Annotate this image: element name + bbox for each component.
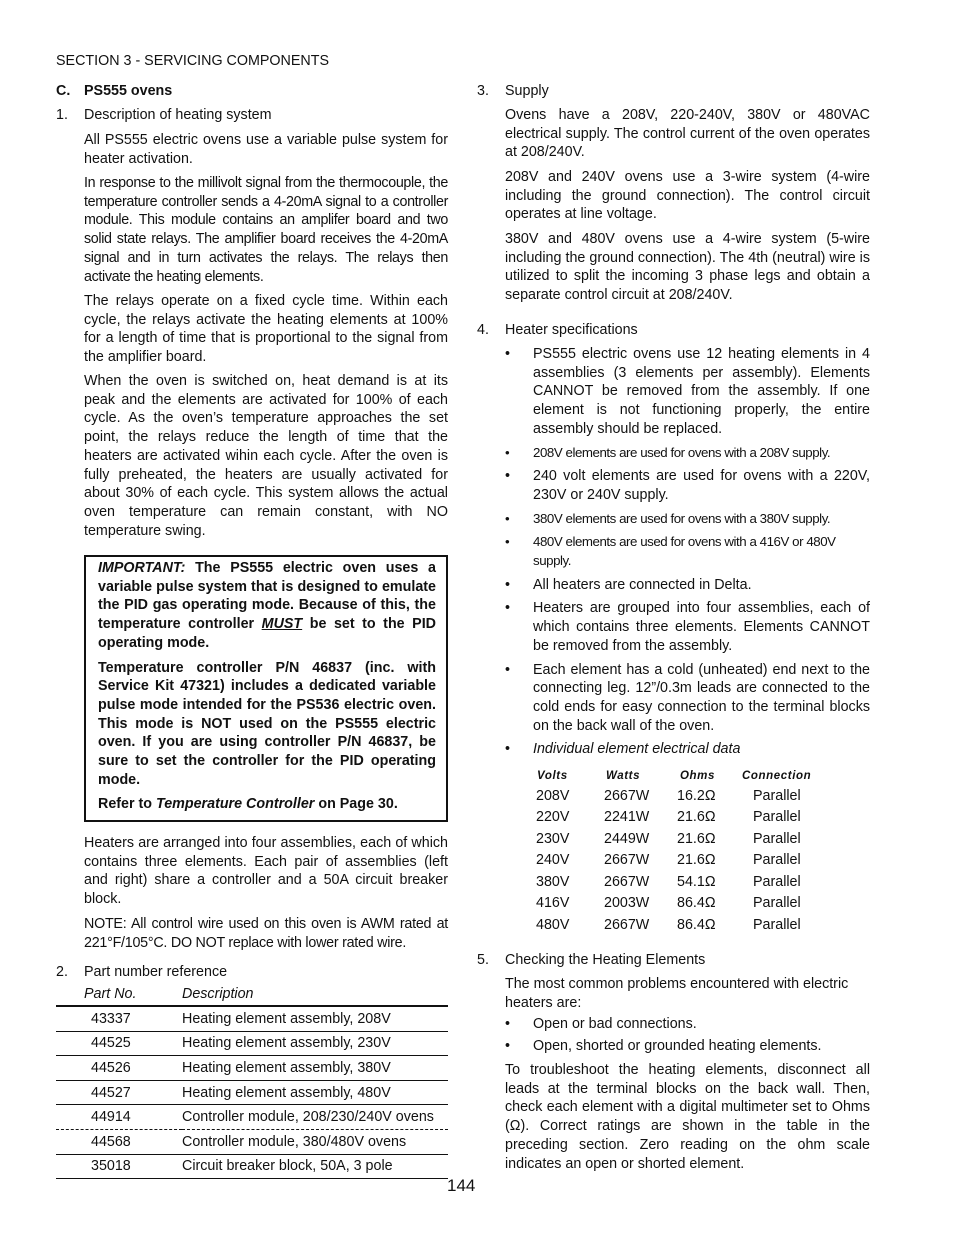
supply-para-2: 208V and 240V ovens use a 3-wire system (4-wire including the ground connection). The control circuit operates at line voltage.	[505, 169, 870, 223]
item1-para-4: When the oven is switched on, heat demand is at its peak and the elements are activated for 100% of each cycle. As the oven’s temperature approaches the set point, the relays reduce the length of time that the heaters are activated wihin each cycle. After the oven is fully preheated, the heaters are usually activated for about 30% of each cycle. This system allows the actual oven temperature can remain constant, with NO temperature swing.	[84, 373, 448, 539]
table-row: 480V 2667W 86.4Ω Parallel	[536, 916, 801, 933]
item3-title: Supply	[505, 83, 549, 99]
temperature-controller-ref: Temperature Controller	[156, 796, 315, 813]
list-item: • Open, shorted or grounded heating elements.	[505, 1037, 822, 1054]
table-row: 44568 Controller module, 380/480V ovens	[56, 1129, 448, 1154]
list-item: • 240 volt elements are used for ovens with a 220V, 230V or 240V supply.	[505, 468, 870, 503]
list-item: • PS555 electric ovens use 12 heating elements in 4 assemblies (3 elements per assembly). Elements CANNOT be removed from the assembly. If one element is not functioning properly, the entire assembly should be replaced.	[505, 346, 870, 437]
important-para-2: Temperature controller P/N 46837 (inc. with Service Kit 47321) includes a dedicated variable pulse mode intended for the PS536 electric oven. This mode is NOT used on the PS555 electric oven. If you are using controller P/N 46837, be sure to set the controller for the PID operating mode.	[98, 659, 436, 788]
important-para-1: IMPORTANT: The PS555 electric oven uses a variable pulse system that is designed to emulate the PID gas operating mode. Because of this, the temperature controller MUST be set to the PID operating mode.	[98, 560, 436, 651]
table-row: 44527 Heating element assembly, 480V	[56, 1080, 448, 1105]
table-row: 44525 Heating element assembly, 230V	[56, 1031, 448, 1056]
table-row: 416V 2003W 86.4Ω Parallel	[536, 895, 801, 912]
item5-number: 5.	[477, 952, 489, 968]
list-item: • 208V elements are used for ovens with a 208V supply.	[505, 444, 831, 460]
col-description: Description	[182, 986, 254, 1002]
list-item: • 380V elements are used for ovens with a 380V supply.	[505, 510, 831, 526]
part-table-body	[56, 1007, 448, 1179]
list-item: • Open or bad connections.	[505, 1016, 697, 1032]
supply-para-1: Ovens have a 208V, 220-240V, 380V or 480VAC electrical supply. The control current of the oven operates at 208/240V.	[505, 107, 870, 161]
item1-title: Description of heating system	[84, 107, 272, 123]
table-row: 380V 2667W 54.1Ω Parallel	[536, 873, 801, 890]
note-para: NOTE: All control wire used on this oven is AWM rated at 221°F/105°C. DO NOT replace with lower rated wire.	[84, 916, 448, 951]
item1-para-2: In response to the millivolt signal from the thermocouple, the temperature controller sends a 4-20mA signal to a controller module. This module contains an amplifer board and two solid state relays. The amplifier board receives the 4-20mA signal and in turn activates the relays. The relays then activate the heating elements.	[84, 175, 448, 285]
troubleshoot-para: To troubleshoot the heating elements, disconnect all leads at the terminal blocks on the back wall. Then, check each element with a digital multimeter set to Ohms (Ω). Correct ratings are shown in the table in the preceding section. Zero reading on the ohm scale indicates an open or shorted element.	[505, 1062, 870, 1172]
page-number: 144	[447, 1176, 476, 1195]
item1-para-1: All PS555 electric ovens use a variable pulse system for heater activation.	[84, 132, 448, 167]
table-row: 240V 2667W 21.6Ω Parallel	[536, 852, 801, 869]
important-notice-box	[84, 555, 448, 822]
list-item: • Heaters are grouped into four assemblies, each of which contains three elements. Elements CANNOT be removed from the assembly.	[505, 600, 870, 654]
must-emphasis: MUST	[261, 616, 303, 633]
item2-title: Part number reference	[84, 964, 228, 980]
part-table-header	[56, 985, 448, 1007]
heater-spec-list	[505, 345, 870, 759]
list-item: • Individual element electrical data	[505, 741, 741, 758]
item3-number: 3.	[477, 83, 489, 99]
item5-title: Checking the Heating Elements	[505, 952, 706, 968]
item1-number: 1.	[56, 107, 68, 123]
table-row: 35018 Circuit breaker block, 50A, 3 pole	[56, 1154, 448, 1179]
important-para-3: Refer to Temperature Controller on Page 30.	[98, 796, 398, 813]
table-row: 44526 Heating element assembly, 380V	[56, 1056, 448, 1081]
list-item: • Each element has a cold (unheated) end next to the connecting leg. 12”/0.3m leads are connected to the cold ends for easy connection to the terminal blocks on the back wall of the oven.	[505, 661, 870, 734]
table-row: 230V 2449W 21.6Ω Parallel	[536, 830, 801, 847]
part-number-table	[56, 985, 448, 1179]
important-label: IMPORTANT:	[98, 560, 186, 576]
table-row: 208V 2667W 16.2Ω Parallel	[536, 787, 801, 804]
item4-number: 4.	[477, 322, 489, 338]
heading-letter: C.	[56, 83, 71, 99]
heading-title: PS555 ovens	[84, 83, 173, 99]
problem-list	[505, 1015, 870, 1055]
list-item: • All heaters are connected in Delta.	[505, 576, 752, 593]
table-row: 220V 2241W 21.6Ω Parallel	[536, 809, 801, 826]
supply-para-3: 380V and 480V ovens use a 4-wire system (5-wire including the ground connection). The 4th (neutral) wire is utilized to split the incoming 3 phase legs and obtain a separate control circuit at 208/240V.	[505, 231, 870, 304]
table-row: 43337 Heating element assembly, 208V	[56, 1007, 448, 1031]
element-table-header: Volts Watts Ohms Connection	[537, 770, 812, 782]
element-data-table	[533, 767, 811, 936]
item2-number: 2.	[56, 964, 68, 980]
item1-para-3: The relays operate on a fixed cycle time. Within each cycle, the relays activate the heating elements at 100% for a length of time that is proportional to the signal from the amplifier board.	[84, 293, 448, 366]
list-item: • 480V elements are used for ovens with a 416V or 480V supply.	[505, 534, 836, 569]
table-row: 44914 Controller module, 208/230/240V ovens	[56, 1105, 448, 1130]
assemblies-para: Heaters are arranged into four assemblies, each of which contains three elements. Each pair of assemblies (left and right) share a controller and a 50A circuit breaker block.	[84, 835, 448, 908]
item4-title: Heater specifications	[505, 322, 638, 338]
col-part-no: Part No.	[84, 986, 137, 1002]
checking-intro: The most common problems encountered with electric heaters are:	[505, 976, 849, 1011]
section-header: SECTION 3 - SERVICING COMPONENTS	[56, 53, 330, 69]
